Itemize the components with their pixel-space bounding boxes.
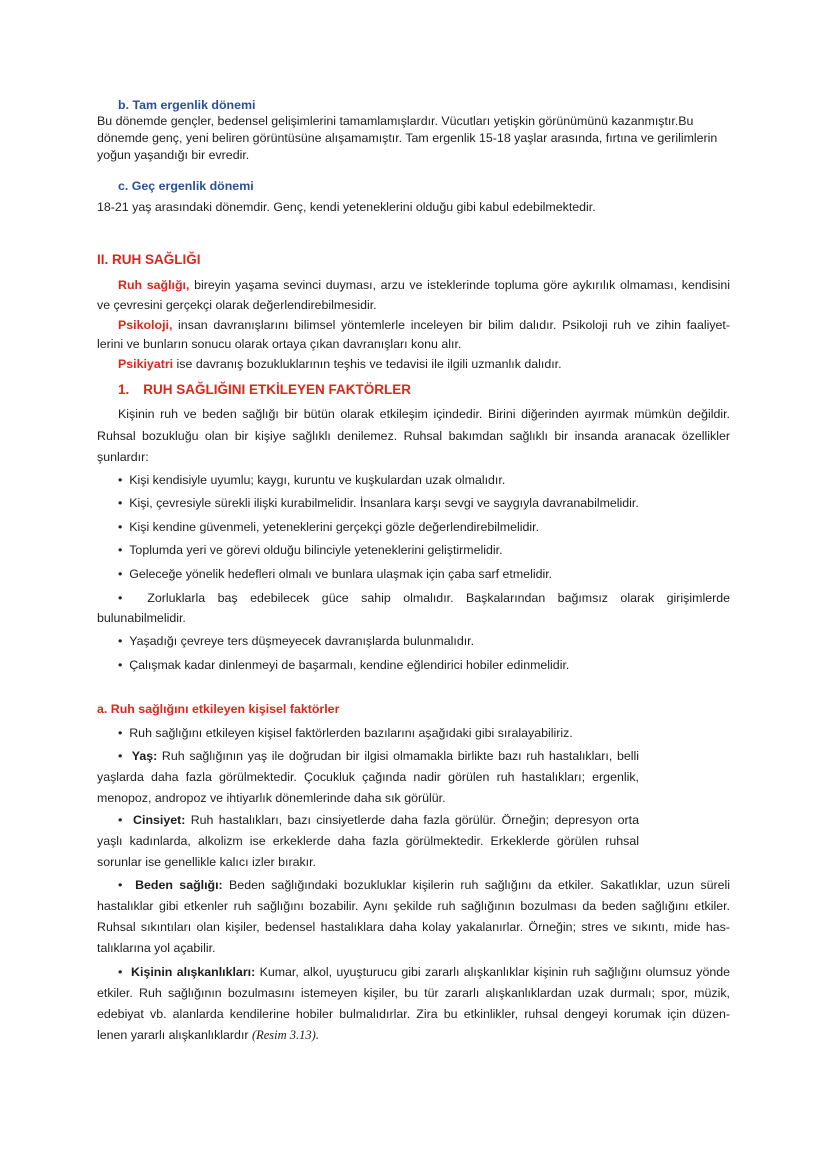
aliskanlik-line-3: edebiyat vb. alanlarda kendilerine hobiler bulmalıdırlar. Zira bu etkinlikler, ruhsal dengeyi korumak için düzen- <box>97 1007 730 1021</box>
yas-line-2: yaşlarda daha fazla görülmektedir. Çocukluk çağında nadir görülen ruh hastalıkları; ergenlik, <box>97 770 639 784</box>
section-c-title: c. Geç ergenlik dönemi <box>118 179 254 193</box>
list-item: • Toplumda yeri ve görevi olduğu bilinciyle yeteneklerini geliştirmelidir. <box>118 543 503 557</box>
beden-line-3: Ruhsal sıkıntıları olan kişiler, bedensel hastalıklara daha kolay yakalanırlar. Örneğin; stres ve sıkıntı, mide has- <box>97 920 730 934</box>
bullet-icon: • <box>118 813 123 827</box>
bullet-icon: • <box>118 496 123 510</box>
bullet-icon: • <box>118 543 123 557</box>
bullet-icon: • <box>118 658 123 672</box>
bullet-icon: • <box>118 878 123 892</box>
list-item-zorluklar-line-1: • Zorluklarla baş edebilecek güce sahip olmalıdır. Başkalarından bağımsız olarak girişimlerde <box>118 591 730 605</box>
list-item: • Kişi kendisiyle uyumlu; kaygı, kuruntu ve kuşkulardan uzak olmalıdır. <box>118 473 506 487</box>
bullet-icon: • <box>118 473 123 487</box>
factors-heading <box>118 382 411 398</box>
aliskanlik-line-1: • Kişinin alışkanlıkları: Kumar, alkol, uyuşturucu gibi zararlı alışkanlıklar kişinin ruh sağlığını olumsuz yönde <box>118 965 731 979</box>
section-b-title: b. Tam ergenlik dönemi <box>118 98 256 112</box>
factors-intro-line-2: Ruhsal bozukluğu olan bir kişiye sağlıklı denilemez. Ruhsal bakımdan sağlıklı bir insanda aranacak özellikler <box>97 429 730 443</box>
bullet-icon: • <box>118 634 123 648</box>
bullet-icon: • <box>118 567 123 581</box>
factors-heading-text: RUH SAĞLIĞINI ETKİLEYEN FAKTÖRLER <box>143 382 412 397</box>
list-item: • Geleceğe yönelik hedefleri olmalı ve bunlara ulaşmak için çaba sarf etmelidir. <box>118 567 553 581</box>
personal-factors-intro: • Ruh sağlığını etkileyen kişisel faktörlerden bazılarını aşağıdaki gibi sıralayabiliriz. <box>118 726 573 740</box>
section-c-line: 18-21 yaş arasındaki dönemdir. Genç, kendi yeteneklerini olduğu gibi kabul edebilmektedir. <box>97 200 596 214</box>
ruh-sagligi-term: Ruh sağlığı, <box>118 278 190 292</box>
psikoloji-definition-line-2: lerini ve bunların sonucu olarak ortaya çıkan davranışları konu alır. <box>97 337 462 351</box>
personal-factors-heading: a. Ruh sağlığını etkileyen kişisel faktörler <box>97 702 340 716</box>
psikiyatri-term: Psikiyatri <box>118 357 174 371</box>
cinsiyet-term: Cinsiyet: <box>133 813 186 827</box>
beden-term: Beden sağlığı: <box>135 878 223 892</box>
cinsiyet-line-3: sorunlar ise genellikle kalıcı izler bırakır. <box>97 855 316 869</box>
figure-reference: (Resim 3.13). <box>251 1028 319 1042</box>
ruh-sagligi-definition-line-1: Ruh sağlığı, bireyin yaşama sevinci duyması, arzu ve isteklerinde topluma göre aykırılık olmaması, kendisini <box>118 278 730 292</box>
beden-line-4: talıklarına yol açabilir. <box>97 941 216 955</box>
aliskanlik-line-2: etkiler. Ruh sağlığının bozulmasını istemeyen kişiler, bu tür zararlı alışkanlıklardan uzak durmalı; spor, müzik, <box>97 986 730 1000</box>
factors-intro-line-1: Kişinin ruh ve beden sağlığı bir bütün olarak etkileşim içindedir. Birini diğerinden ayırmak mümkün değildir. <box>118 407 730 421</box>
list-item: • Kişi kendine güvenmeli, yeteneklerini gerçekçi gözle değerlendirebilmelidir. <box>118 520 540 534</box>
aliskanlik-term: Kişinin alışkanlıkları: <box>131 965 256 979</box>
psikoloji-definition-line-1: Psikoloji, insan davranışlarını bilimsel yöntemlerle inceleyen bir bilim dalıdır. Psikoloji ruh ve zihin faaliyet- <box>118 318 730 332</box>
yas-line-1: • Yaş: Ruh sağlığının yaş ile doğrudan bir ilgisi olmamakla birlikte bazı ruh hastalıkları, belli <box>118 749 639 763</box>
psikiyatri-definition: Psikiyatri ise davranış bozukluklarının teşhis ve tedavisi ile ilgili uzmanlık dalıdır. <box>118 357 562 371</box>
beden-line-2: hastalıklar gibi etkenler ruh sağlığını bozabilir. Aynı şekilde ruh sağlığının bozulması da beden sağlığını etkiler. <box>97 899 730 913</box>
yas-line-3: menopoz, andropoz ve ihtiyarlık dönemlerinde daha sık görülür. <box>97 791 446 805</box>
bullet-icon: • <box>118 965 123 979</box>
section-b-line-1: Bu dönemde gençler, bedensel gelişimlerini tamamlamışlardır. Vücutları yetişkin görünümünü kazanmıştır.Bu <box>97 114 694 128</box>
list-item: • Çalışmak kadar dinlenmeyi de başarmalı, kendine eğlendirici hobiler edinmelidir. <box>118 658 570 672</box>
ruh-sagligi-definition-line-2: ve çevresini gerçekçi olarak değerlendirebilmesidir. <box>97 298 377 312</box>
ruh-sagligi-heading: II. RUH SAĞLIĞI <box>97 252 201 267</box>
bullet-icon: • <box>118 726 123 740</box>
cinsiyet-line-2: yaşlı kadınlarda, alkolizm ise erkeklerde daha fazla görülmektedir. Erkeklerde görülen ruhsal <box>97 834 639 848</box>
yas-term: Yaş: <box>131 749 158 763</box>
section-b-line-2: dönemde genç, yeni beliren görüntüsüne alışamamıştır. Tam ergenlik 15-18 yaşlar arasında, fırtına ve gerilimlerin <box>97 131 718 145</box>
factors-heading-number: 1. <box>118 382 130 397</box>
bullet-icon: • <box>118 749 123 763</box>
cinsiyet-line-1: • Cinsiyet: Ruh hastalıkları, bazı cinsiyetlerde daha fazla görülür. Örneğin; depresyon orta <box>118 813 640 827</box>
list-item: • Yaşadığı çevreye ters düşmeyecek davranışlarda bulunmalıdır. <box>118 634 475 648</box>
factors-intro-line-3: şunlardır: <box>97 450 149 464</box>
bullet-icon: • <box>118 591 123 605</box>
psikoloji-term: Psikoloji, <box>118 318 173 332</box>
bullet-icon: • <box>118 520 123 534</box>
beden-line-1: • Beden sağlığı: Beden sağlığındaki bozukluklar kişilerin ruh sağlığını da etkiler. Sakatlıklar, uzun süreli <box>118 878 731 892</box>
section-b-line-3: yoğun yaşandığı bir evredir. <box>97 148 250 162</box>
list-item-zorluklar-line-2: bulunabilmelidir. <box>97 611 186 625</box>
list-item: • Kişi, çevresiyle sürekli ilişki kurabilmelidir. İnsanlara karşı sevgi ve saygıyla davranabilmelidir. <box>118 496 639 510</box>
aliskanlik-line-4: lenen yararlı alışkanlıklardır (Resim 3.13). <box>97 1028 319 1042</box>
